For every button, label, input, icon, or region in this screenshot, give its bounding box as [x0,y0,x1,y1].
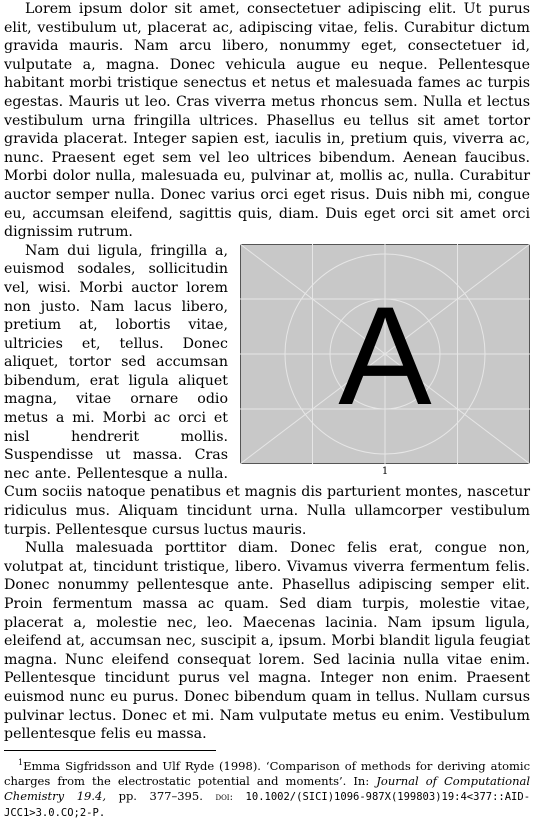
footnote-marker: 1 [18,757,24,767]
paragraph-3: Nulla malesuada porttitor diam. Donec felis erat, congue non, volutpat at, tincidunt tristique, libero. Vivamus viverra fermentum felis. Donec nonummy pellentesque ante. Phasellus adipiscing semper elit. Proin fermentum massa ac quam. Sed diam turpis, molestie vitae, placerat a, molestie nec, leo. Maecenas lacinia. Nam ipsum ligula, eleifend at, accumsan nec, suscipit a, ipsum. Morbi blandit ligula feugiat magna. Nunc eleifend consequat lorem. Sed lacinia nulla vitae enim. Pellentesque tincidunt purus vel magna. Integer non enim. Praesent euismod nunc eu purus. Donec bibendum quam in tellus. Nullam cursus pulvinar lectus. Donec et mi. Nam vulputate metus eu enim. Vestibulum pellentesque felis eu massa. [4,540,530,743]
footnote-rule [4,750,216,751]
footnote-pages: pp. 377–395. [118,788,203,803]
paragraph-1: Lorem ipsum dolor sit amet, consectetuer adipiscing elit. Ut purus elit, vestibulum ut, placerat ac, adipiscing vitae, felis. Curabitur dictum gravida mauris. Nam arcu libero, nonummy eget, consectetuer id, vulputate a, magna. Donec vehicula augue eu neque. Pellentesque habitant morbi tristique senectus et netus et malesuada fames ac turpis egestas. Mauris ut leo. Cras viverra metus rhoncus sem. Nulla et lectus vestibulum urna fringilla ultrices. Phasellus eu tellus sit amet tortor gravida placerat. Integer sapien est, iaculis in, pretium quis, viverra ac, nunc. Praesent eget sem vel leo ultrices bibendum. Aenean faucibus. Morbi dolor nulla, malesuada eu, pulvinar at, mollis ac, nulla. Curabitur auctor semper nulla. Donec varius orci eget risus. Duis nibh mi, congue eu, accumsan eleifend, sagittis quis, diam. Duis eget orci sit amet orci dignissim rutrum. [4,1,530,241]
document-page [4,0,530,821]
figure-number: 1 [381,465,389,477]
footnote-doi-label: doi: [215,791,233,803]
figure-1 [240,244,530,478]
paragraph-2: Nam dui ligula, fringilla a, euismod sodales, sollicitudin vel, wisi. Morbi auctor lorem non justo. Nam lacus libero, pretium at, lobortis vitae, ultricies et, tellus. Donec aliquet, tortor sed accumsan bibendum, erat ligula aliquet magna, vitae ornare odio metus a mi. Morbi ac orci et nisl hendrerit mollis. Suspendisse ut massa. Cras nec ante. Pellentesque a nulla. Cum sociis natoque penatibus et magnis dis parturient montes, nascetur ridiculus mus. Aliquam tincidunt urna. Nulla ullamcorper vestibulum turpis. Pellentesque cursus luctus mauris. [4,242,530,538]
footnote-doi: 10.1002/(SICI)1096-987X(199803)19:4<377::AID-JCC1>3.0.CO;2-P. [4,790,531,820]
footnote-journal: Journal of Computational Chemistry [4,773,531,803]
figure-placeholder-image [240,244,530,464]
footnote-volume: 19.4, [76,788,106,803]
footnote-1 [4,755,530,821]
figure-letter: A [338,276,432,434]
footnote-in-label: In: [353,773,370,788]
footnote-title: ‘Comparison of methods for deriving atomic charges from the electrostatic potential and moments’. [4,758,531,788]
figure-wrap-block [4,242,530,540]
footnote-authors: Emma Sigfridsson and Ulf Ryde (1998). [23,758,261,773]
